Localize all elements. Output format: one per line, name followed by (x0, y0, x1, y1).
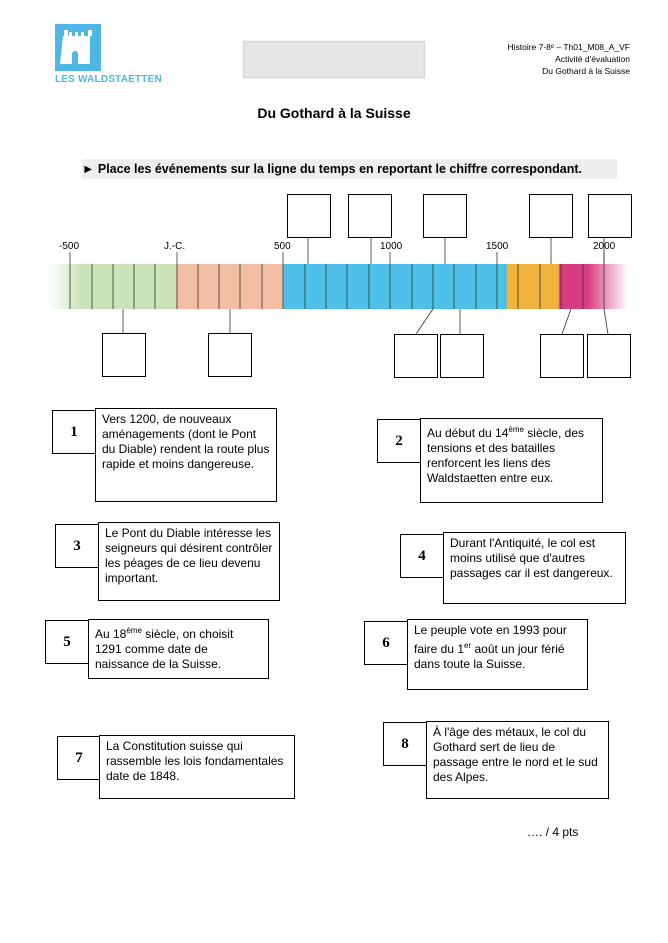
answer-box-top-4[interactable] (529, 194, 573, 238)
answer-box-bottom-4[interactable] (440, 334, 484, 378)
event-number-1: 1 (52, 410, 96, 454)
bullet-arrow-icon: ► (82, 162, 95, 176)
instruction (82, 159, 617, 179)
event-text-4: Durant l'Antiquité, le col est moins utilisé que d'autres passages car il est dangereux. (443, 532, 626, 604)
answer-box-top-3[interactable] (423, 194, 467, 238)
event-text-1: Vers 1200, de nouveaux aménagements (dont le Pont du Diable) rendent la route plus rapide et moins dangereuse. (95, 408, 277, 502)
answer-box-top-5[interactable] (588, 194, 632, 238)
event-text-2 (420, 418, 603, 503)
event-text-8: À l'âge des métaux, le col du Gothard sert de lieu de passage entre le nord et le sud des Alpes. (426, 721, 609, 799)
event-text-5-sup: ème (126, 626, 142, 635)
event-number-7: 7 (57, 736, 101, 780)
event-number-3: 3 (55, 524, 99, 568)
page-title: Du Gothard à la Suisse (257, 105, 411, 121)
score: …. / 4 pts (527, 825, 579, 839)
tick-label-500: 500 (274, 241, 291, 252)
answer-box-bottom-2[interactable] (208, 333, 252, 377)
event-text-6 (407, 619, 588, 690)
event-text-6-sup: er (464, 641, 472, 650)
tick-label-minus-500: -500 (59, 241, 80, 252)
answer-box-bottom-5[interactable] (540, 334, 584, 378)
event-text-2-b: siècle, des tensions et des batailles renforcent les liens des Waldstaetten entre eux. (427, 426, 584, 485)
answer-box-top-1[interactable] (287, 194, 331, 238)
answer-box-bottom-1[interactable] (102, 333, 146, 377)
event-text-6-b: août un jour férié dans toute la Suisse. (414, 642, 565, 671)
reference-line-3: Du Gothard à la Suisse (542, 66, 630, 76)
event-text-5-b: siècle, on choisit 1291 comme date de naissance de la Suisse. (95, 627, 234, 671)
event-text-2-sup: ème (508, 425, 524, 434)
event-number-8: 8 (383, 722, 427, 766)
answer-box-bottom-6[interactable] (587, 334, 631, 378)
answer-box-top-2[interactable] (348, 194, 392, 238)
event-text-2-a: Au début du 14 (427, 426, 509, 440)
castle-icon (55, 24, 101, 71)
timeline (0, 190, 668, 390)
reference-line-1: Histoire 7-8ᵉ – Th01_M08_A_VF (507, 42, 630, 52)
event-number-5: 5 (45, 620, 89, 664)
event-number-4: 4 (400, 534, 444, 578)
reference-line-2: Activité d'évaluation (555, 54, 630, 64)
logo (55, 24, 170, 86)
tick-label-1500: 1500 (486, 241, 509, 252)
instruction-text: Place les événements sur la ligne du temps en reportant le chiffre correspondant. (97, 162, 583, 176)
answer-box-bottom-3[interactable] (394, 334, 438, 378)
document-reference (507, 41, 630, 77)
event-text-7: La Constitution suisse qui rassemble les lois fondamentales date de 1848. (99, 735, 295, 799)
event-number-2: 2 (377, 419, 421, 463)
tick-label-1000: 1000 (380, 241, 403, 252)
logo-text: LES WALDSTAETTEN (55, 74, 162, 85)
event-text-5 (88, 619, 269, 679)
event-text-5-a: Au 18 (95, 627, 127, 641)
tick-label-jc: J.-C. (164, 241, 186, 252)
event-number-6: 6 (364, 621, 408, 665)
event-text-6-a: Le peuple vote en 1993 pour faire du 1 (414, 623, 567, 656)
event-text-3: Le Pont du Diable intéresse les seigneurs qui désirent contrôler les péages de ce lieu devenu important. (98, 522, 280, 601)
tick-label-2000: 2000 (593, 241, 616, 252)
student-name-field[interactable] (243, 41, 425, 78)
